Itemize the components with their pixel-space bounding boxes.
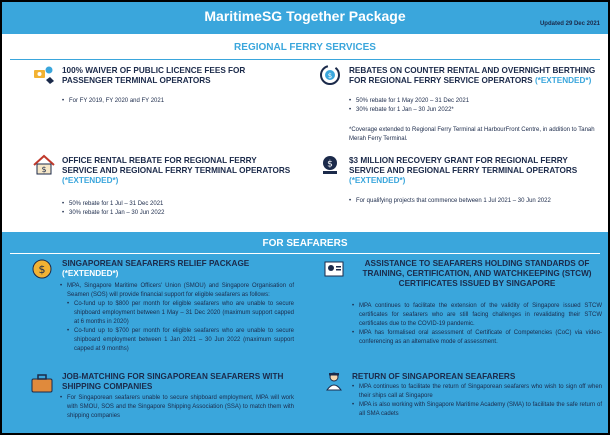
seafarer-item1-sub: • Co-fund up to $700 per month for eligible seafarers who are unable to secure shipboard employment between 1 Jan 2021 – 30 Jun 2022 (maximum support capped at 9 months) (60, 327, 294, 354)
ferry-section-title: REGIONAL FERRY SERVICES (234, 42, 376, 53)
seafarer-item1-title-text: SINGAPOREAN SEAFARERS RELIEF PACKAGE (62, 259, 250, 268)
ferry-item3-bullet: • 30% rebate for 1 Jan – 30 Jun 2022 (62, 209, 292, 218)
svg-text:$: $ (327, 72, 333, 80)
ferry-item3-title (62, 156, 292, 186)
ferry-item1-bullets (62, 97, 292, 106)
page-title: MaritimeSG Together Package (204, 8, 406, 24)
ferry-item2-extended: (*EXTENDED*) (534, 76, 592, 85)
seafarer-item2-bullet: • MPA continues to facilitate the extension of the validity of Singapore issued STCW certificates for seafarers who are still facing challenges in revalidating their STCW certificates due to the COVID-19 pandemic. (352, 302, 602, 329)
seafarer-item2-title: ASSISTANCE TO SEAFARERS HOLDING STANDARDS OF TRAINING, CERTIFICATION, AND WATCHKEEPING (STCW) CERTIFICATES ISSUED BY SINGAPORE (362, 259, 592, 288)
svg-text:$: $ (41, 165, 47, 174)
seafarers-divider-line (10, 253, 600, 254)
seafarer-item4-title: RETURN OF SINGAPOREAN SEAFARERS (352, 372, 516, 381)
certificate-icon (322, 258, 346, 280)
seafarer-item2-bullets (352, 302, 602, 347)
ferry-item2-bullet: • 30% rebate for 1 Jan – 30 Jun 2022* (349, 106, 601, 115)
ferry-item2-bullet: • 50% rebate for 1 May 2020 – 31 Dec 2021 (349, 97, 601, 106)
seafarer-item3-bullets (60, 394, 294, 421)
seafarer-item1-intro: • MPA, Singapore Maritime Officers' Union (SMOU) and Singapore Organisation of Seamen (SOS) will provide financial support for eligible seafarers as follows: (60, 282, 294, 300)
ferry-item3-title-text: OFFICE RENTAL REBATE FOR REGIONAL FERRY SERVICE AND REGIONAL FERRY TERMINAL OPERATORS (62, 156, 291, 175)
seafarer-item4-bullet: • MPA is also working with Singapore Maritime Academy (SMA) to facilitate the safe return of all SMA cadets (352, 401, 602, 419)
seafarer-item4-bullet: • MPA continues to facilitate the return of Singaporean seafarers who wish to sign off when their ships call at Singapore (352, 383, 602, 401)
seafarer-item1-sub: • Co-fund up to $800 per month for eligible seafarers who are unable to secure shipboard employment between 1 May – 31 Dec 2020 (maximum support capped at 6 months in 2020) (60, 300, 294, 327)
ferry-item4-title-text: $3 MILLION RECOVERY GRANT FOR REGIONAL FERRY SERVICE AND REGIONAL FERRY TERMINAL OPERATORS (349, 156, 578, 175)
svg-text:$: $ (38, 263, 46, 276)
seafarer-item4-bullets (352, 383, 602, 419)
ferry-item3-bullet: • 50% rebate for 1 Jul – 31 Dec 2021 (62, 200, 292, 209)
briefcase-icon (30, 372, 54, 394)
seafarer-item2-bullet: • MPA has formalised oral assessment of Certificate of Competencies (CoC) via video-conferencing as an alternative mode of assessment. (352, 329, 602, 347)
ferry-item4-bullets (349, 197, 601, 206)
grant-dollar-icon (318, 154, 342, 176)
ferry-item3-bullets (62, 200, 292, 218)
infographic (2, 2, 608, 433)
ferry-item4-title (349, 156, 601, 186)
seafarer-item1-body (60, 282, 294, 354)
svg-text:$: $ (327, 159, 333, 170)
seafarer-item3-bullet: • For Singaporean seafarers unable to secure shipboard employment, MPA will work with SMOU, SOS and the Singapore Shipping Association (SSA) to match them with shipping companies (60, 394, 294, 421)
seafarers-section-title: FOR SEAFARERS (262, 238, 348, 249)
seafarer-item3-title: JOB-MATCHING FOR SINGAPOREAN SEAFARERS WITH SHIPPING COMPANIES (62, 372, 284, 391)
ferry-item2-bullets (349, 97, 601, 115)
ferry-item3-extended: (*EXTENDED*) (62, 176, 119, 185)
seafarer-item1-title (62, 259, 294, 279)
seafarer-return-icon (322, 370, 346, 392)
ferry-item4-extended: (*EXTENDED*) (349, 176, 406, 185)
ferry-item2-note: *Coverage extended to Regional Ferry Terminal at HarbourFront Centre, in addition to Tanah Merah Ferry Terminal. (349, 127, 595, 142)
ferry-item2-title (349, 66, 601, 86)
ferry-item1-title: 100% WAIVER OF PUBLIC LICENCE FEES FOR PASSENGER TERMINAL OPERATORS (62, 66, 246, 85)
updated-date: Updated 29 Dec 2021 (539, 21, 600, 27)
dollar-coin-icon (30, 258, 54, 280)
seafarer-item1-extended: (*EXTENDED*) (62, 269, 119, 278)
ferry-item1-bullet: • For FY 2019, FY 2020 and FY 2021 (62, 97, 292, 106)
ferry-item4-bullet: • For qualifying projects that commence between 1 Jul 2021 – 30 Jun 2022 (349, 197, 601, 206)
ferry-divider-line (10, 59, 600, 60)
licence-fee-icon (32, 64, 56, 86)
house-dollar-icon (32, 154, 56, 176)
rebate-cycle-icon (318, 64, 342, 86)
ferry-item2-title-text: REBATES ON COUNTER RENTAL AND OVERNIGHT BERTHING FOR REGIONAL FERRY SERVICE OPERATORS (349, 66, 596, 85)
